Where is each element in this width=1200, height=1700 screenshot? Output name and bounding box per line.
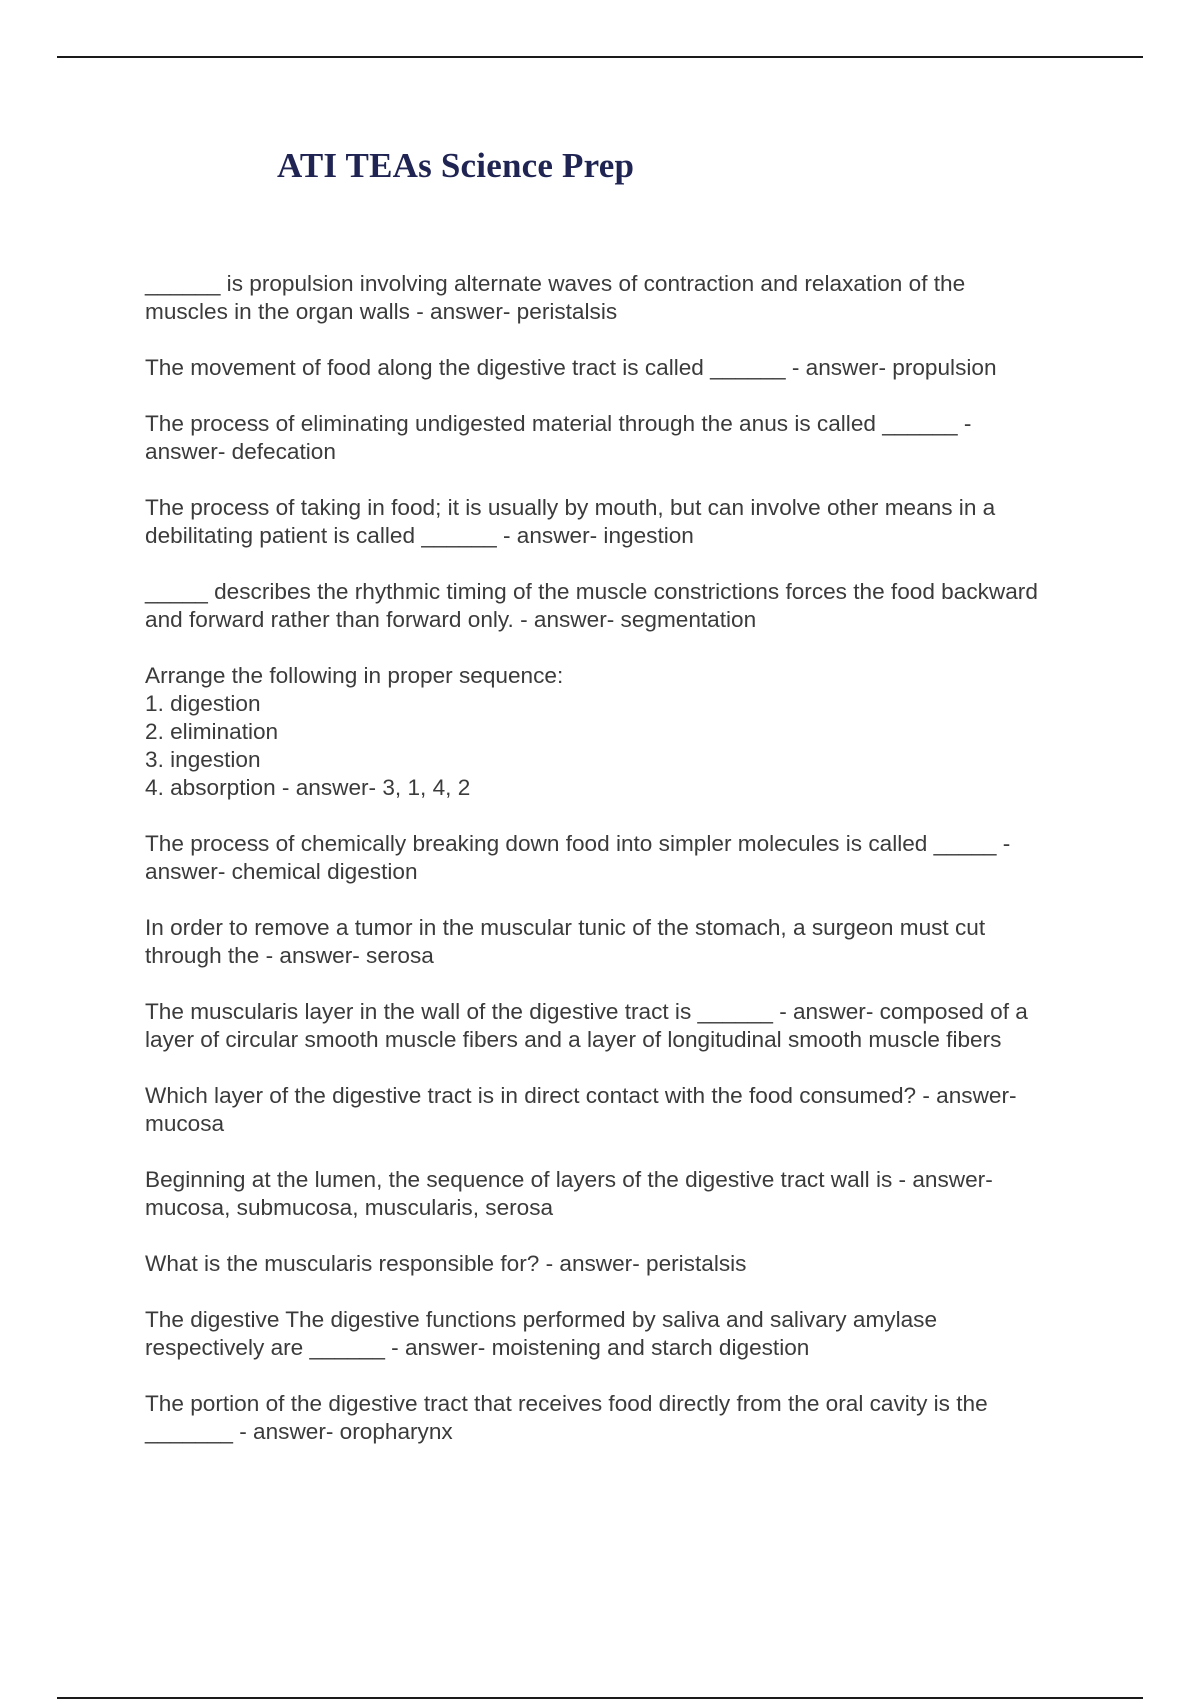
qa-item: What is the muscularis responsible for? - answer- peristalsis — [145, 1251, 747, 1276]
qa-item: The process of eliminating undigested material through the anus is called ______ - answer- defecation — [145, 411, 972, 464]
qa-item: ______ is propulsion involving alternate waves of contraction and relaxation of the muscles in the organ walls - answer- peristalsis — [145, 271, 966, 324]
page-title: ATI TEAs Science Prep — [277, 146, 635, 185]
qa-item: Arrange the following in proper sequence: 1. digestion 2. elimination 3. ingestion 4. absorption - answer- 3, 1, 4, 2 — [145, 663, 564, 800]
qa-item: In order to remove a tumor in the muscular tunic of the stomach, a surgeon must cut through the - answer- serosa — [145, 915, 986, 968]
qa-item: The digestive The digestive functions performed by saliva and salivary amylase respectively are ______ - answer- moistening and starch digestion — [145, 1307, 938, 1360]
qa-item: The movement of food along the digestive tract is called ______ - answer- propulsion — [145, 355, 997, 380]
top-rule — [57, 56, 1143, 58]
qa-item: The portion of the digestive tract that receives food directly from the oral cavity is the _______ - answer- oropharynx — [145, 1391, 988, 1444]
qa-item: Beginning at the lumen, the sequence of layers of the digestive tract wall is - answer- mucosa, submucosa, muscularis, serosa — [145, 1167, 993, 1220]
qa-item: _____ describes the rhythmic timing of the muscle constrictions forces the food backward and forward rather than forward only. - answer- segmentation — [145, 579, 1038, 632]
qa-item: Which layer of the digestive tract is in direct contact with the food consumed? - answer- mucosa — [145, 1083, 1017, 1136]
qa-item: The muscularis layer in the wall of the digestive tract is ______ - answer- composed of a layer of circular smooth muscle fibers and a layer of longitudinal smooth muscle fibers — [145, 999, 1028, 1052]
qa-item: The process of taking in food; it is usually by mouth, but can involve other means in a debilitating patient is called ______ - answer- ingestion — [145, 495, 996, 548]
bottom-rule — [57, 1697, 1143, 1699]
qa-item: The process of chemically breaking down food into simpler molecules is called _____ - answer- chemical digestion — [145, 831, 1011, 884]
qa-list — [145, 270, 1105, 1474]
